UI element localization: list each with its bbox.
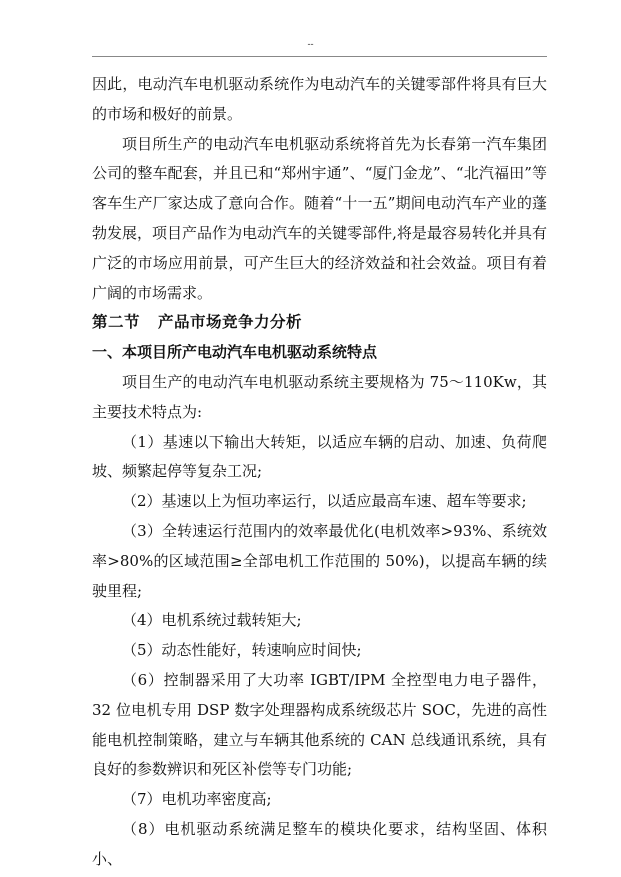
header-mark: -- <box>307 40 314 50</box>
feature-item: （1）基速以下输出大转矩，以适应车辆的启动、加速、负荷爬坡、频繁起停等复杂工况; <box>92 432 547 481</box>
feature-item: （2）基速以上为恒功率运行，以适应最高车速、超车等要求; <box>122 492 527 511</box>
feature-item: （7）电机功率密度高; <box>122 790 272 809</box>
header-rule <box>92 56 547 57</box>
paragraph-project: 项目所生产的电动汽车电机驱动系统将首先为长春第一汽车集团公司的整车配套，并且已和“郑州宇通”、“厦门金龙”、“北汽福田”等客车生产厂家达成了意向合作。随着“十一五”期间电动汽车产业的蓬勃发展，项目产品作为电动汽车的关键零部件,将是最容易转化并具有广泛的市场应用前景，可产生巨大的经济效益和社会效益。项目有着广阔的市场需求。 <box>92 134 547 302</box>
page-content <box>92 70 547 875</box>
paragraph-spec: 项目生产的电动汽车电机驱动系统主要规格为 75～110Kw，其主要技术特点为: <box>92 372 547 421</box>
section-title: 产品市场竞争力分析 <box>158 313 303 332</box>
feature-item: （5）动态性能好，转速响应时间快; <box>122 641 362 660</box>
feature-item: （4）电机系统过载转矩大; <box>122 611 302 630</box>
feature-item: （3）全转速运行范围内的效率最优化(电机效率>93%、系统效率>80%的区域范围≥全部电机工作范围的 50%)，以提高车辆的续驶里程; <box>92 521 547 600</box>
section-number: 第二节 <box>92 313 141 332</box>
paragraph-intro-end: 因此，电动汽车电机驱动系统作为电动汽车的关键零部件将具有巨大的市场和极好的前景。 <box>92 75 547 123</box>
section-heading <box>92 308 547 338</box>
feature-item: （6）控制器采用了大功率 IGBT/IPM 全控型电力电子器件，32 位电机专用 DSP 数字处理器构成系统级芯片 SOC，先进的高性能电机控制策略，建立与车辆其他系统的 CAN 总线通讯系统，具有良好的参数辨识和死区补偿等专门功能; <box>92 670 547 779</box>
subheading: 一、本项目所产电动汽车电机驱动系统特点 <box>92 343 378 362</box>
feature-item: （8）电机驱动系统满足整车的模块化要求，结构坚固、体积小、 <box>92 819 547 868</box>
